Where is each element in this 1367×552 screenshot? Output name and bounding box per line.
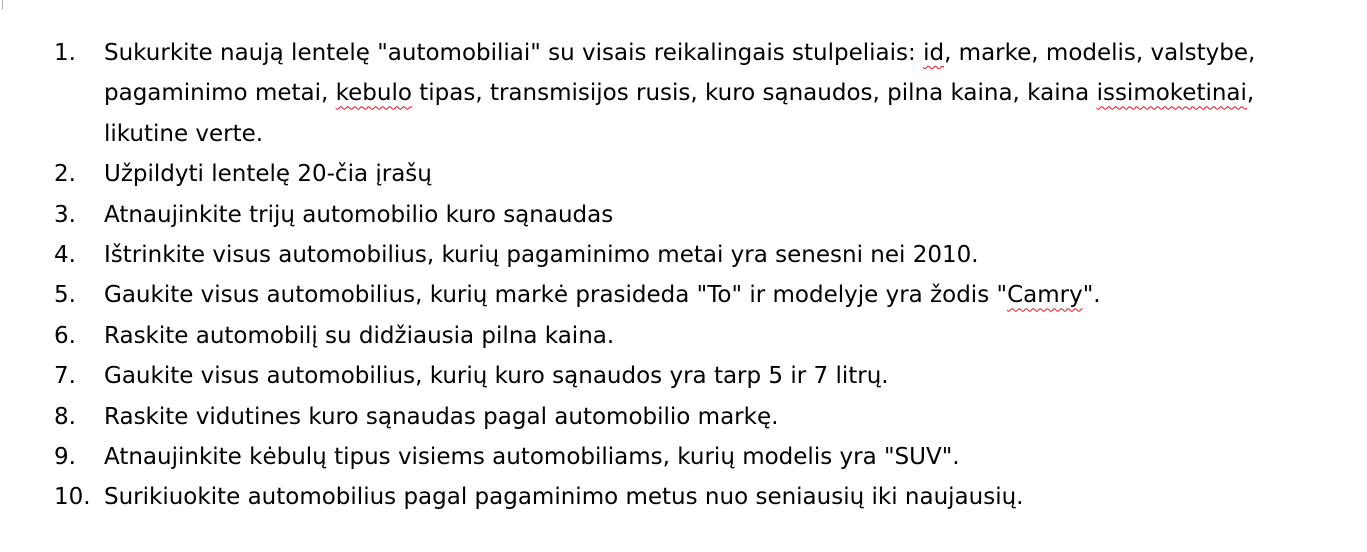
list-item-text: Atnaujinkite trijų automobilio kuro sąnaudas: [104, 201, 614, 228]
list-item-text: Gaukite visus automobilius, kurių kuro sąnaudos yra tarp 5 ir 7 litrų.: [104, 363, 889, 390]
list-number: 10.: [54, 484, 91, 511]
list-item-line: likutine verte.: [104, 120, 264, 147]
list-item-4: [0, 235, 1367, 275]
list-item-text: Surikiuokite automobilius pagal pagaminimo metus nuo seniausių iki naujausių.: [104, 484, 1024, 511]
list-item-text: Atnaujinkite kėbulų tipus visiems automobiliams, kurių modelis yra "SUV".: [104, 444, 960, 471]
misspelled-word[interactable]: Camry: [1007, 282, 1083, 309]
list-number: 6.: [54, 322, 76, 349]
list-item-text: Užpildyti lentelę 20-čia įrašų: [104, 161, 432, 188]
list-item-8: [0, 397, 1367, 437]
list-number: 4.: [54, 242, 76, 269]
list-number: 8.: [54, 403, 76, 430]
list-item-line: pagaminimo metai, kebulo tipas, transmisijos rusis, kuro sąnaudos, pilna kaina, kaina issimoketinai,: [104, 80, 1255, 107]
list-item-text: Raskite automobilį su didžiausia pilna kaina.: [104, 322, 615, 349]
list-number: 5.: [54, 282, 76, 309]
list-item-3: [0, 195, 1367, 235]
list-number: 7.: [54, 363, 76, 390]
list-item-2: [0, 154, 1367, 194]
list-number: 2.: [54, 161, 76, 188]
list-item-text: Raskite vidutines kuro sąnaudas pagal automobilio markę.: [104, 403, 779, 430]
list-item-7: [0, 356, 1367, 396]
list-item-5: [0, 275, 1367, 315]
task-list: [0, 33, 1367, 518]
misspelled-word[interactable]: issimoketinai: [1096, 80, 1247, 107]
list-item-9: [0, 437, 1367, 477]
text-cursor-mark: [2, 0, 3, 9]
list-item-1: [0, 33, 1367, 154]
misspelled-word[interactable]: id: [923, 40, 945, 66]
list-item-line: Sukurkite naują lentelę "automobiliai" su visais reikalingais stulpeliais: id, marke, modelis, valstybe,: [104, 40, 1256, 66]
list-item-6: [0, 316, 1367, 356]
list-number: 3.: [54, 201, 76, 228]
list-item-text: Ištrinkite visus automobilius, kurių pagaminimo metai yra senesni nei 2010.: [104, 242, 979, 269]
list-number: 9.: [54, 444, 76, 471]
list-number: 1.: [54, 40, 76, 66]
list-item-text: Gaukite visus automobilius, kurių markė prasideda "To" ir modelyje yra žodis "Camry".: [104, 282, 1101, 309]
misspelled-word[interactable]: kebulo: [335, 80, 412, 107]
list-item-10: [0, 477, 1367, 517]
